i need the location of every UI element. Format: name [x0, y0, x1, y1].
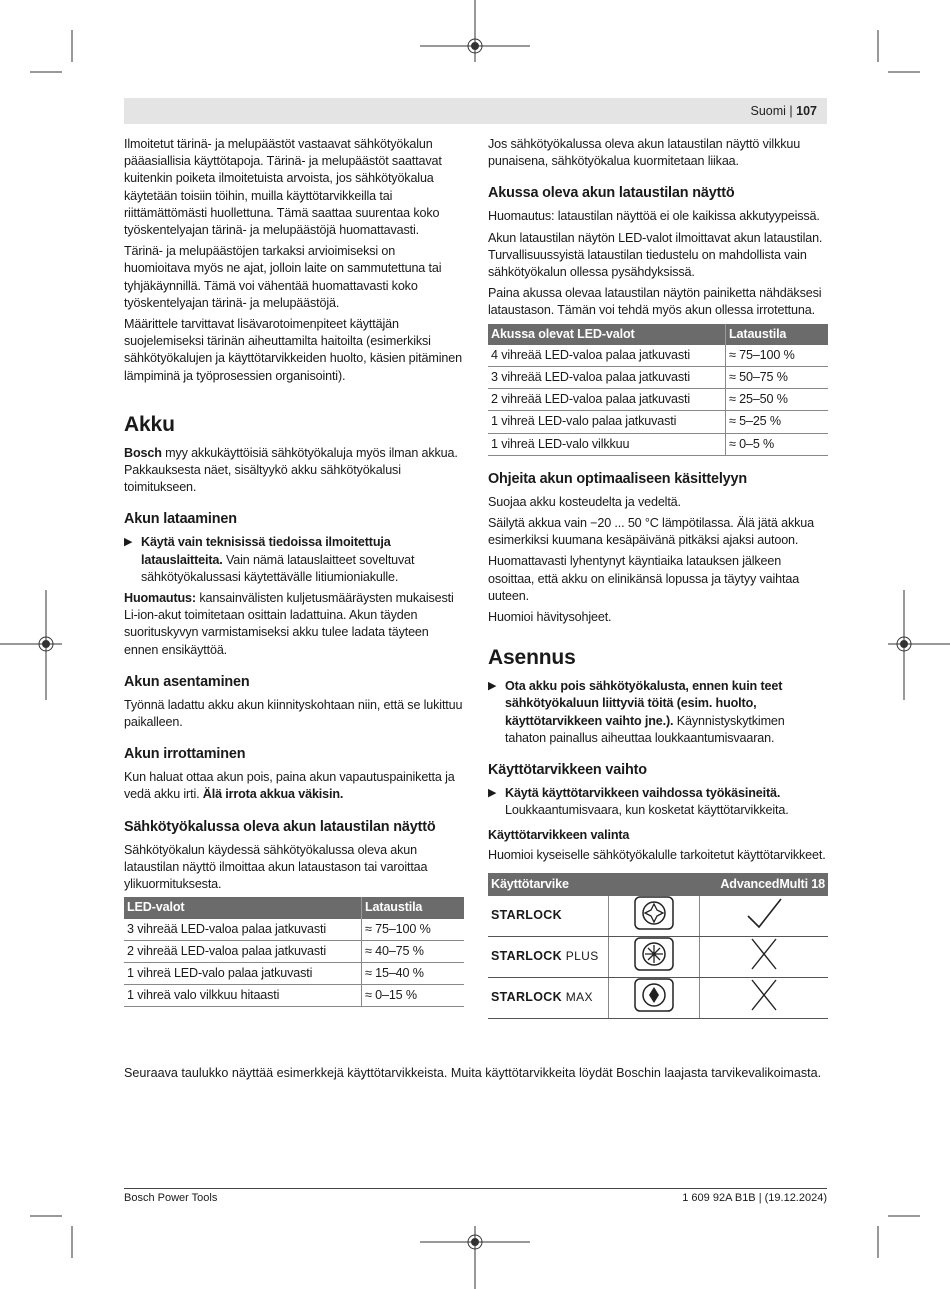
vibration-paragraph-2: Tärinä- ja melupäästöjen tarkaksi arvioimiseksi on huomioitava myös ne ajat, jolloin laite on sammutettuna tai tyhjäkäynnillä. Tämä voi vähentää huomattavasti koko työskentelyajan tärinä- ja melupäästöjä. — [124, 244, 442, 310]
handling-heading: Ohjeita akun optimaaliseen käsittelyyn — [488, 470, 748, 487]
table-row — [488, 389, 828, 411]
changing-bullet-bold: Käytä käyttötarvikkeen vaihdossa työkäsineitä. — [505, 786, 781, 801]
changing-bullet — [488, 785, 828, 819]
table-cell: 1 vihreä LED-valo vilkkuu — [488, 433, 726, 455]
vibration-paragraph-1: Ilmoitetut tärinä- ja melupäästöt vastaavat sähkötyökalun pääasiallisia käyttötapoja. Tärinä- ja melupäästöt saattavat kuitenkin poiketa ilmoitetuista arvoista, jos sähkötyökalua käytetään toisiin töihin, muilla käyttötarvikkeilla tai riittämättömästi huollettuna. Tämä saattaa suurentaa koko työskentelyajan tärinä- ja melupäästöjä huomattavasti. — [124, 137, 442, 238]
table-row — [488, 433, 828, 455]
table-cell: 1 vihreä LED-valo palaa jatkuvasti — [124, 962, 362, 984]
removing-heading: Akun irrottaminen — [124, 746, 246, 763]
table-row — [488, 345, 828, 367]
table-header-cell: Akussa olevat LED-valot — [488, 324, 726, 345]
table-cell: 1 vihreä LED-valo palaa jatkuvasti — [488, 411, 726, 433]
table-row — [124, 940, 464, 962]
table-cell: ≈ 5–25 % — [726, 411, 829, 433]
assembly-bullet — [488, 678, 828, 747]
check-icon — [700, 896, 829, 937]
brand-text: STARLOCK — [491, 949, 562, 964]
removing-paragraph — [124, 769, 464, 803]
table-cell: ≈ 0–5 % — [726, 433, 829, 455]
header-text — [750, 104, 817, 118]
starlock-plus-icon — [609, 936, 700, 977]
table-header-row — [124, 897, 464, 918]
charging-bullet-bold: Käytä vain teknisissä tiedoissa ilmoitettuja latauslaitteita. — [141, 535, 391, 567]
bullet-arrow-icon: ▶ — [488, 680, 497, 693]
overload-paragraph: Jos sähkötyökalussa oleva akun lataustilan näyttö vilkkuu punaisena, sähkötyökalua kuormitetaan liikaa. — [488, 137, 801, 169]
tool-led-table — [124, 897, 464, 1007]
battery-led-table — [488, 324, 828, 456]
table-cell: ≈ 25–50 % — [726, 389, 829, 411]
table-cell: ≈ 0–15 % — [362, 985, 465, 1007]
selection-text: Huomioi kyseiselle sähkötyökalulle tarkoitetut käyttötarvikkeet. — [488, 848, 826, 863]
table-row — [488, 977, 828, 1018]
vibration-paragraph-3: Määrittele tarvittavat lisävarotoimenpiteet käyttäjän suojelemiseksi tärinän aiheuttamilta haitoilta (esimerkiksi sähkötyökalujen ja käyttötarvikkeiden huolto, käsien pitäminen lämpiminä ja työprosessien organisointi). — [124, 317, 462, 383]
table-header-cell: LED-valot — [124, 897, 362, 918]
table-row — [488, 367, 828, 389]
header-separator: | — [789, 104, 793, 118]
brand-suffix: PLUS — [565, 949, 599, 964]
tool-display-heading: Sähkötyökalussa oleva akun lataustilan näyttö — [124, 818, 436, 835]
brand-suffix: MAX — [565, 990, 593, 1005]
handling-paragraph-1: Suojaa akku kosteudelta ja vedeltä. — [488, 494, 681, 509]
table-cell: ≈ 75–100 % — [726, 345, 829, 367]
table-cell: 3 vihreää LED-valoa palaa jatkuvasti — [488, 367, 726, 389]
table-header-cell: AdvancedMulti 18 — [700, 873, 829, 896]
table-cell: ≈ 75–100 % — [362, 919, 465, 941]
handling-paragraph-3: Huomattavasti lyhentynyt käyntiaika latauksen jälkeen osoittaa, että akku on elinikänsä lopussa ja täytyy vaihtaa uuteen. — [488, 554, 800, 603]
cross-icon — [700, 977, 829, 1018]
battery-display-paragraph-1: Akun lataustilan näytön LED-valot ilmoittavat akun lataustilan. Turvallisuussyistä lataustilan tiedustelu on mahdollista vain sähkötyökalun ollessa pysähdyksissä. — [488, 230, 823, 280]
footer-doc-number: 1 609 92A B1B | (19.12.2024) — [682, 1192, 827, 1204]
table-row — [124, 962, 464, 984]
handling-paragraph-2: Säilytä akkua vain −20 ... 50 °C lämpötilassa. Älä jätä akkua esimerkiksi kuumana kesäpäivänä pitkäksi ajaksi autoon. — [488, 516, 814, 548]
starlock-max-icon — [609, 977, 700, 1018]
table-cell: ≈ 40–75 % — [362, 940, 465, 962]
table-cell: 2 vihreää LED-valoa palaa jatkuvasti — [488, 389, 726, 411]
bottom-note: Seuraava taulukko näyttää esimerkkejä käyttötarvikkeista. Muita käyttötarvikkeita löydät Boschin laajasta tarvikevalikoimasta. — [124, 1066, 822, 1080]
table-cell: 3 vihreää LED-valoa palaa jatkuvasti — [124, 919, 362, 941]
note-text: kansainvälisten kuljetusmääräysten mukaisesti Li-ion-akut toimitetaan osittain ladattuina. Akun täyden suorituskyvyn varmistamiseksi akku tulee ladata täyteen ennen ensikäyttöä. — [124, 591, 454, 657]
table-header-cell: Käyttötarvike — [488, 873, 700, 896]
brand-text: STARLOCK — [491, 908, 562, 923]
header-language: Suomi — [750, 104, 786, 118]
starlock-icon — [609, 896, 700, 937]
table-row — [488, 896, 828, 937]
brand-text: STARLOCK — [491, 990, 562, 1005]
footer-divider — [124, 1188, 827, 1189]
changing-bullet-text: Loukkaantumisvaara, kun kosketat käyttötarvikkeita. — [505, 803, 789, 818]
starlock-label — [488, 896, 609, 937]
selection-heading: Käyttötarvikkeen valinta — [488, 828, 630, 843]
assembly-bullet-text: Käynnistyskytkimen tahaton painallus aiheuttaa loukkaantumisvaaran. — [505, 713, 785, 745]
table-cell: 4 vihreää LED-valoa palaa jatkuvasti — [488, 345, 726, 367]
cross-icon — [700, 936, 829, 977]
battery-display-note: Huomautus: lataustilan näyttöä ei ole kaikissa akkutyypeissä. — [488, 209, 820, 224]
table-row — [124, 919, 464, 941]
table-cell: 2 vihreää LED-valoa palaa jatkuvasti — [124, 940, 362, 962]
table-header-row — [488, 324, 828, 345]
left-column — [124, 136, 464, 1013]
table-header-row — [488, 873, 828, 896]
table-row — [124, 985, 464, 1007]
table-row — [488, 936, 828, 977]
table-header-cell: Lataustila — [362, 897, 465, 918]
charging-bullet — [124, 534, 464, 586]
akku-heading: Akku — [124, 412, 175, 436]
bullet-arrow-icon: ▶ — [488, 787, 497, 800]
installing-heading: Akun asentaminen — [124, 673, 250, 690]
starlock-max-label — [488, 977, 609, 1018]
removing-bold: Älä irrota akkua väkisin. — [202, 787, 344, 802]
note-bold: Huomautus: — [124, 591, 196, 606]
assembly-heading: Asennus — [488, 646, 576, 670]
page-number: 107 — [796, 104, 817, 118]
changing-heading: Käyttötarvikkeen vaihto — [488, 762, 647, 779]
table-cell: ≈ 15–40 % — [362, 962, 465, 984]
battery-display-paragraph-2: Paina akussa olevaa lataustilan näytön painiketta nähdäksesi lataustason. Tämän voi tehdä myös akun ollessa irrotettuna. — [488, 286, 822, 318]
charging-heading: Akun lataaminen — [124, 511, 237, 528]
akku-bold: Bosch — [124, 445, 162, 460]
battery-display-heading: Akussa oleva akun lataustilan näyttö — [488, 185, 735, 202]
starlock-plus-label — [488, 936, 609, 977]
right-column — [488, 136, 828, 1025]
note-paragraph — [124, 590, 464, 659]
assembly-bullet-bold: Ota akku pois sähkötyökalusta, ennen kuin teet sähkötyökaluun liittyviä töitä (esim. huolto, käyttötarvikkeen vaihto jne.). — [505, 679, 783, 728]
akku-paragraph — [124, 445, 464, 497]
akku-text: myy akkukäyttöisiä sähkötyökaluja myös ilman akkua. Pakkauksesta näet, sisältyykö akku sähkötyökalusi toimitukseen. — [124, 445, 458, 495]
tool-display-text: Sähkötyökalun käydessä sähkötyökalussa oleva akun lataustilan näyttö ilmoittaa akun lataustason tai varoittaa ylikuormituksesta. — [124, 842, 428, 892]
footer-publisher: Bosch Power Tools — [124, 1192, 218, 1204]
charging-bullet-text: Vain nämä latauslaitteet soveltuvat sähkötyökalussasi käytettävälle litiumioniakulle. — [141, 552, 415, 584]
page-header — [124, 98, 827, 124]
removing-text: Kun haluat ottaa akun pois, paina akun vapautuspainiketta ja vedä akku irti. — [124, 770, 455, 802]
table-header-cell: Lataustila — [726, 324, 829, 345]
bullet-arrow-icon: ▶ — [124, 536, 133, 549]
table-cell: ≈ 50–75 % — [726, 367, 829, 389]
table-cell: 1 vihreä valo vilkkuu hitaasti — [124, 985, 362, 1007]
handling-paragraph-4: Huomioi hävitysohjeet. — [488, 610, 612, 625]
table-row — [488, 411, 828, 433]
accessory-table — [488, 873, 828, 1019]
installing-text: Työnnä ladattu akku akun kiinnityskohtaan niin, että se lukittuu paikalleen. — [124, 697, 463, 730]
